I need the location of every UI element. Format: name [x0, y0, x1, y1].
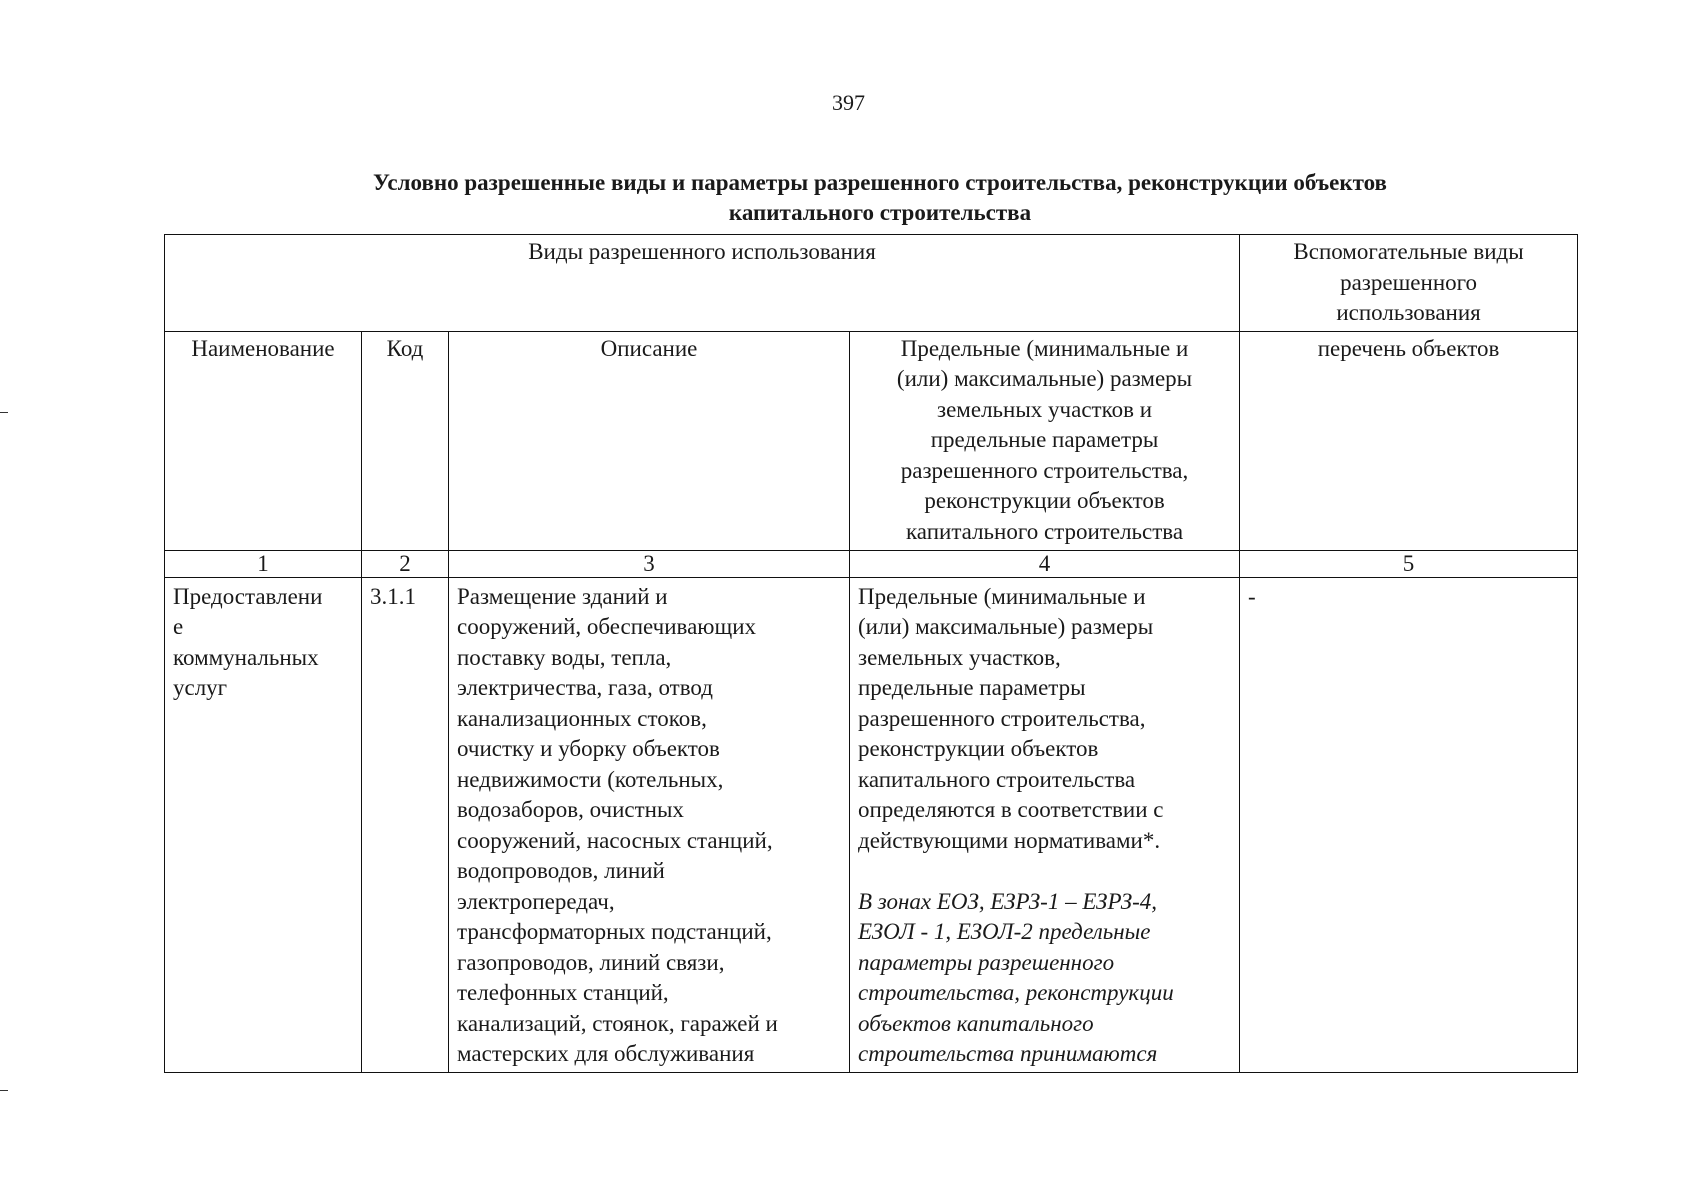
cell-line: недвижимости (котельных, — [457, 766, 724, 792]
cell-line: мастерских для обслуживания — [457, 1041, 755, 1066]
cell-line: (или) максимальные) размеры — [858, 614, 1154, 639]
cell-line: канализационных стоков, — [457, 705, 707, 731]
group-header-auxiliary-uses — [1240, 235, 1578, 332]
paragraph-gap — [858, 856, 1231, 887]
column-header-objects: перечень объектов — [1240, 331, 1578, 550]
cell-line-italic: В зонах ЕОЗ, ЕЗРЗ-1 – ЕЗРЗ-4, — [858, 888, 1158, 914]
cell-line: капитального строительства — [858, 766, 1136, 792]
cell-line: Предоставлени — [173, 583, 323, 609]
page-number: 397 — [832, 90, 865, 115]
limits-header-line: Предельные (минимальные и — [900, 335, 1189, 361]
cell-use-description — [449, 577, 850, 1072]
group-header-permitted-uses: Виды разрешенного использования — [165, 235, 1240, 332]
cell-line: канализаций, стоянок, гаражей и — [457, 1010, 778, 1036]
table-group-header-row — [165, 235, 1578, 332]
title-line-1: Условно разрешенные виды и параметры разрешенного строительства, реконструкции объектов — [373, 170, 1387, 195]
cell-line: реконструкции объектов — [858, 736, 1099, 761]
cell-use-limits — [850, 577, 1240, 1072]
aux-header-line: разрешенного — [1340, 269, 1477, 295]
cell-use-code: 3.1.1 — [362, 577, 449, 1072]
cell-line-italic: ЕЗОЛ - 1, ЕЗОЛ-2 предельные — [858, 919, 1151, 944]
cell-use-name — [165, 577, 362, 1072]
cell-line: земельных участков, — [858, 644, 1061, 670]
aux-header-line: Вспомогательные виды — [1293, 239, 1524, 264]
cell-line: услуг — [173, 675, 228, 700]
limits-header-line: предельные параметры — [930, 427, 1159, 452]
cell-line: электричества, газа, отвод — [457, 675, 713, 700]
limits-header-line: капитального строительства — [905, 518, 1184, 544]
cell-line-italic: параметры разрешенного — [858, 949, 1115, 975]
aux-header-line: использования — [1336, 300, 1481, 325]
cell-line: водозаборов, очистных — [457, 797, 684, 822]
scan-margin-mark — [0, 412, 8, 413]
scan-margin-mark — [0, 1090, 8, 1091]
cell-line: трансформаторных подстанций, — [457, 919, 772, 944]
cell-line: газопроводов, линий связи, — [457, 949, 725, 975]
cell-line: Предельные (минимальные и — [858, 583, 1146, 609]
cell-line: разрешенного строительства, — [858, 705, 1146, 731]
title-line-2: капитального строительства — [728, 200, 1032, 225]
cell-line: Размещение зданий и — [457, 583, 668, 609]
limits-header-line: земельных участков и — [937, 396, 1153, 422]
cell-line: предельные параметры — [858, 675, 1086, 700]
column-number: 4 — [850, 550, 1240, 577]
cell-auxiliary-objects: - — [1240, 577, 1578, 1072]
column-number-row — [165, 550, 1578, 577]
limits-header-line: (или) максимальные) размеры — [896, 366, 1193, 391]
limits-header-line: разрешенного строительства, — [900, 457, 1189, 483]
column-number: 1 — [165, 550, 362, 577]
column-header-description: Описание — [449, 331, 850, 550]
document-title — [200, 168, 1560, 228]
cell-line-italic: строительства принимаются — [858, 1041, 1158, 1066]
limits-header-line: реконструкции объектов — [924, 488, 1165, 513]
permitted-use-table — [164, 234, 1578, 1073]
column-header-code: Код — [362, 331, 449, 550]
column-header-limits — [850, 331, 1240, 550]
cell-line: телефонных станций, — [457, 980, 669, 1005]
cell-line: поставку воды, тепла, — [457, 644, 672, 670]
cell-line: электропередач, — [457, 888, 615, 914]
column-number: 5 — [1240, 550, 1578, 577]
cell-line: водопроводов, линий — [457, 858, 665, 883]
cell-line-italic: объектов капитального — [858, 1010, 1094, 1036]
table-column-header-row — [165, 331, 1578, 550]
cell-line: сооружений, насосных станций, — [457, 827, 773, 853]
table-row — [165, 577, 1578, 1072]
cell-line: очистку и уборку объектов — [457, 736, 720, 761]
cell-line-italic: строительства, реконструкции — [858, 980, 1174, 1005]
cell-line: определяются в соответствии с — [858, 797, 1164, 822]
cell-line: е — [173, 614, 184, 639]
column-number: 3 — [449, 550, 850, 577]
column-number: 2 — [362, 550, 449, 577]
cell-line: сооружений, обеспечивающих — [457, 614, 756, 639]
column-header-name: Наименование — [165, 331, 362, 550]
cell-line: коммунальных — [173, 644, 319, 670]
cell-line: действующими нормативами*. — [858, 827, 1161, 853]
